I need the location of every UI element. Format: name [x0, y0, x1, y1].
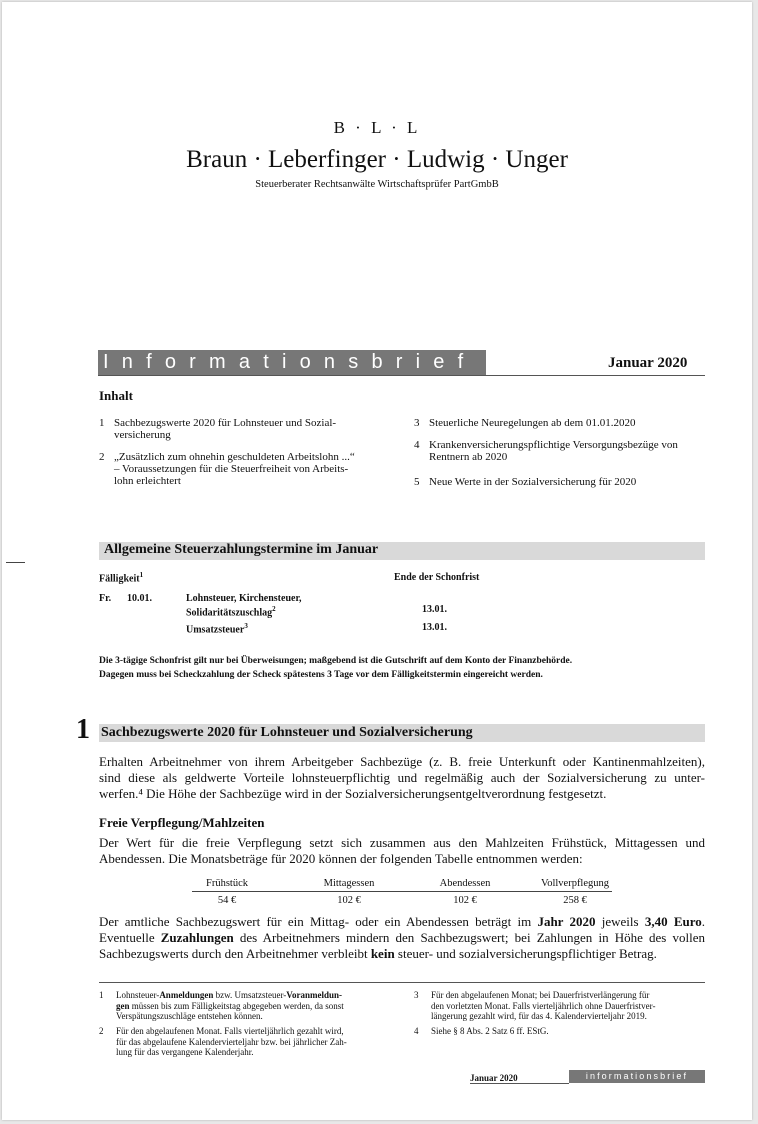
termin-umsatzsteuer: Umsatzsteuer$^3$ [186, 622, 248, 636]
table-header-fruehstueck: Frühstück [206, 878, 248, 889]
schonfrist-note-1: Die 3-tägige Schonfrist gilt nur bei Überweisungen; maßgebend ist die Gutschrift auf dem Konto der Finanzbehörde. [99, 656, 573, 666]
footnote-rule [99, 982, 705, 983]
verpflegung-text: Der Wert für die freie Verpflegung setzt sich zusammen aus den Mahlzeiten Frühstück, Mittagessen und Abendessen. Die Monatsbeträge für 2020 können der folgenden Tabelle entnommen werden: [99, 835, 705, 866]
newsletter-title-banner: Informationsbrief [98, 350, 486, 375]
termin-lohnsteuer: Lohnsteuer, Kirchensteuer, Solidaritätszuschlag$^2$ [186, 593, 302, 619]
sachbezug-text: Der amtliche Sachbezugswert für ein Mittag- oder ein Abendessen beträgt im Jahr 2020 jeweils 3,40 Euro. Eventuelle Zuzahlungen des Arbeitnehmers mindern den Sachbezugswert; bei Zahlungen in Höhe des vollen Sachbezugswerts durch den Arbeitnehmer verbleibt kein steuer- und sozialversicherungspflichtiger Betrag. [99, 914, 706, 961]
termin-lohnsteuer-ende: 13.01. [422, 604, 447, 615]
logo-letters: B · L · L [333, 118, 421, 137]
schonfrist-note-2: Dagegen muss bei Scheckzahlung der Scheck spätestens 3 Tage vor dem Fälligkeitstermin eingereicht werden. [99, 670, 543, 680]
toc-item: 5 Neue Werte in der Sozialversicherung für 2020 [414, 476, 637, 488]
section-intro: Erhalten Arbeitnehmer von ihrem Arbeitgeber Sachbezüge (z. B. freie Unterkunft oder Kantinenmahlzeiten), sind diese als geldwerte Vorteile lohnsteuerpflichtig und regelmäßig auch der Sozialversicherung zu unter- werfen.⁴ Die Höhe der Sachbezüge wird in der Sozialversicherungsentgeltverordnung festgesetzt. [99, 754, 705, 801]
footer-date: Januar 2020 [470, 1073, 518, 1083]
toc-item: 3 Steuerliche Neuregelungen ab dem 01.01.2020 [414, 417, 636, 429]
margin-mark [6, 562, 25, 563]
table-value-fruehstueck: 54 € [217, 895, 237, 906]
termin-umsatzsteuer-ende: 13.01. [422, 622, 447, 633]
issue-date: Januar 2020 [608, 355, 688, 371]
footer-rule [470, 1083, 569, 1084]
table-header-vollverpflegung: Vollverpflegung [540, 878, 610, 889]
firm-subtitle: Steuerberater Rechtsanwälte Wirtschaftsprüfer PartGmbB [255, 179, 499, 190]
toc-item: 1 Sachbezugswerte 2020 für Lohnsteuer und Sozial- versicherung [99, 417, 337, 441]
footnote-1: 1 Lohnsteuer-Anmeldungen bzw. Umsatzsteuer-Voranmeldun- gen müssen bis zum Fälligkeitstag abgegeben werden, da sonst Verspätungszuschläge entstehen können. [99, 990, 344, 1021]
footnote-4: 4 Siehe § 8 Abs. 2 Satz 6 ff. EStG. [414, 1026, 549, 1036]
document-page [2, 2, 752, 1120]
footer-brand: informationsbrief [569, 1070, 705, 1083]
subheading-verpflegung: Freie Verpflegung/Mahlzeiten [99, 815, 265, 830]
table-value-vollverpflegung: 258 € [563, 895, 587, 906]
section-heading: Sachbezugswerte 2020 für Lohnsteuer und Sozialversicherung [101, 725, 473, 740]
footnote-3: 3 Für den abgelaufenen Monat; bei Dauerfristverlängerung für den vorletzten Monat. Falls vierteljährlich ohne Dauerfristver- längerung gezahlt wird, für das 4. Kalendervierteljahr 2019. [414, 990, 656, 1021]
toc-item: 2 „Zusätzlich zum ohnehin geschuldeten Arbeitslohn ...“ – Voraussetzungen für die Steuerfreiheit von Arbeits- lohn erleichtert [99, 451, 355, 487]
toc-heading: Inhalt [99, 388, 133, 403]
banner-rule [98, 375, 705, 376]
toc-item: 4 Krankenversicherungspflichtige Versorgungsbezüge von Rentnern ab 2020 [414, 439, 678, 463]
col-faelligkeit: Fälligkeit$^1$ [99, 571, 144, 585]
section-number: 1 [76, 714, 90, 745]
col-ende-schonfrist: Ende der Schonfrist [394, 572, 480, 583]
termine-heading: Allgemeine Steuerzahlungstermine im Januar [104, 542, 379, 557]
table-rule [192, 891, 612, 892]
table-value-abendessen: 102 € [453, 895, 477, 906]
table-header-mittagessen: Mittagessen [323, 878, 375, 889]
termin-day: Fr. [99, 593, 112, 604]
termin-date: 10.01. [127, 593, 152, 604]
table-header-abendessen: Abendessen [439, 878, 491, 889]
footnote-2: 2 Für den abgelaufenen Monat. Falls vierteljährlich gezahlt wird, für das abgelaufene Kalendervierteljahr bzw. bei jährlicher Zah- lung für das vergangene Kalenderjahr. [99, 1026, 347, 1057]
table-value-mittagessen: 102 € [337, 895, 361, 906]
firm-name: Braun · Leberfinger · Ludwig · Unger [186, 146, 568, 173]
